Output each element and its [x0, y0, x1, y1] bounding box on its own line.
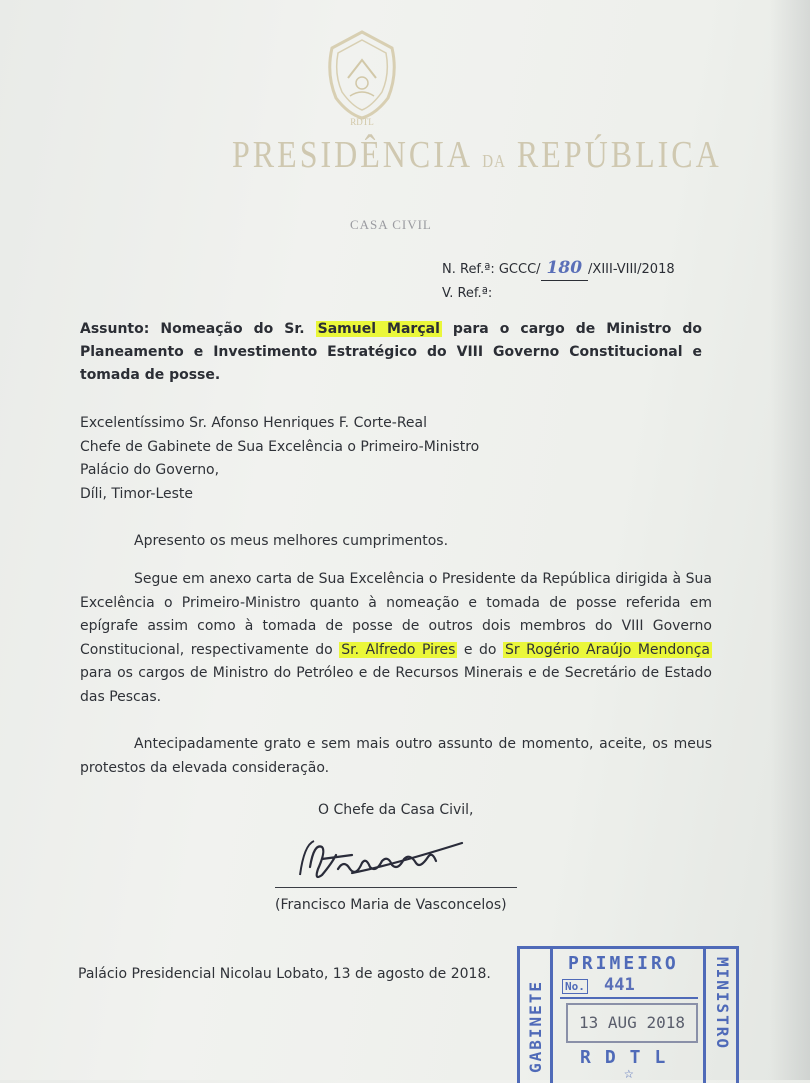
- our-reference-prefix: N. Ref.ª: GCCC/: [442, 262, 541, 277]
- body-paragraph-2: Antecipadamente grato e sem mais outro assunto de momento, aceite, os meus protestos da elevada consideração.: [80, 736, 712, 776]
- paper-edge-shadow: [770, 0, 810, 1080]
- emblem-caption: RDTL: [350, 117, 374, 126]
- reference-block: [442, 256, 675, 306]
- receipt-stamp: [517, 946, 739, 1083]
- office-name: CASA CIVIL: [350, 217, 432, 232]
- paragraph-1-text-a: Segue em anexo carta de Sua Excelência o Presidente da República dirigida à Sua Excelência o Primeiro-Ministro quanto à nomeação e tomada de posse referida em epígrafe assim como à tomada de posse de outros dois membros do VIII Governo Constitucional, respectivamente do: [80, 571, 712, 658]
- handwritten-reference-number: 180: [541, 256, 589, 281]
- body-paragraph-1: [80, 568, 712, 709]
- subject-line: [80, 318, 702, 387]
- greeting: Apresento os meus melhores cumprimentos.: [134, 533, 449, 549]
- highlighted-name-rogerio: Sr Rogério Araújo Mendonça: [505, 641, 710, 658]
- stamp-no-label: No.: [562, 979, 588, 994]
- highlighted-name-samuel: Samuel Marçal: [317, 321, 440, 337]
- addressee-name: Excelentíssimo Sr. Afonso Henriques F. Corte-Real: [80, 415, 428, 431]
- addressee-block: [80, 412, 479, 506]
- stamp-number: 441: [604, 975, 635, 995]
- place-and-date: Palácio Presidencial Nicolau Lobato, 13 de agosto de 2018.: [78, 966, 491, 982]
- stamp-star-icon: ☆: [624, 1063, 634, 1082]
- stamp-right-band: [703, 949, 736, 1083]
- addressee-building: Palácio do Governo,: [80, 462, 220, 478]
- highlighted-name-alfredo: Sr. Alfredo Pires: [341, 641, 456, 658]
- addressee-city: Díli, Timor-Leste: [80, 485, 194, 502]
- letterhead-title: [232, 133, 722, 177]
- stamp-number-line: [560, 977, 698, 999]
- addressee-title: Chefe de Gabinete de Sua Excelência o Primeiro-Ministro: [80, 438, 480, 455]
- letterhead-title-part2: REPÚBLICA: [516, 133, 722, 176]
- letterhead-title-part1: PRESIDÊNCIA: [232, 133, 472, 176]
- presidency-emblem-icon: [318, 28, 406, 126]
- our-reference: [442, 256, 675, 282]
- paragraph-1-text-c: para os cargos de Ministro do Petróleo e de Recursos Minerais e de Secretário de Estado das Pescas.: [80, 665, 712, 705]
- signatory-name: (Francisco Maria de Vasconcelos): [275, 897, 507, 913]
- handwritten-signature: [292, 825, 482, 889]
- your-reference: V. Ref.ª:: [442, 286, 493, 301]
- signatory-title: O Chefe da Casa Civil,: [318, 802, 474, 818]
- subject-text-start: Assunto: Nomeação do Sr.: [80, 321, 316, 337]
- stamp-rdtl: RDTL: [580, 1047, 680, 1068]
- stamp-gabinete: GABINETE: [526, 979, 545, 1073]
- stamp-left-band: [520, 949, 553, 1083]
- stamp-date: 13 AUG 2018: [566, 1003, 698, 1043]
- stamp-ministro: MINISTRO: [713, 957, 732, 1051]
- signature-line: [275, 887, 517, 888]
- stamp-primeiro: PRIMEIRO: [568, 953, 679, 974]
- subject-text-end: para o cargo de Ministro do Planeamento e Investimento Estratégico do VIII Governo Constitucional e tomada de posse.: [80, 321, 702, 383]
- paragraph-1-text-b: e do: [457, 641, 503, 658]
- our-reference-suffix: /XIII-VIII/2018: [588, 262, 675, 277]
- letterhead-title-da: DA: [482, 153, 506, 172]
